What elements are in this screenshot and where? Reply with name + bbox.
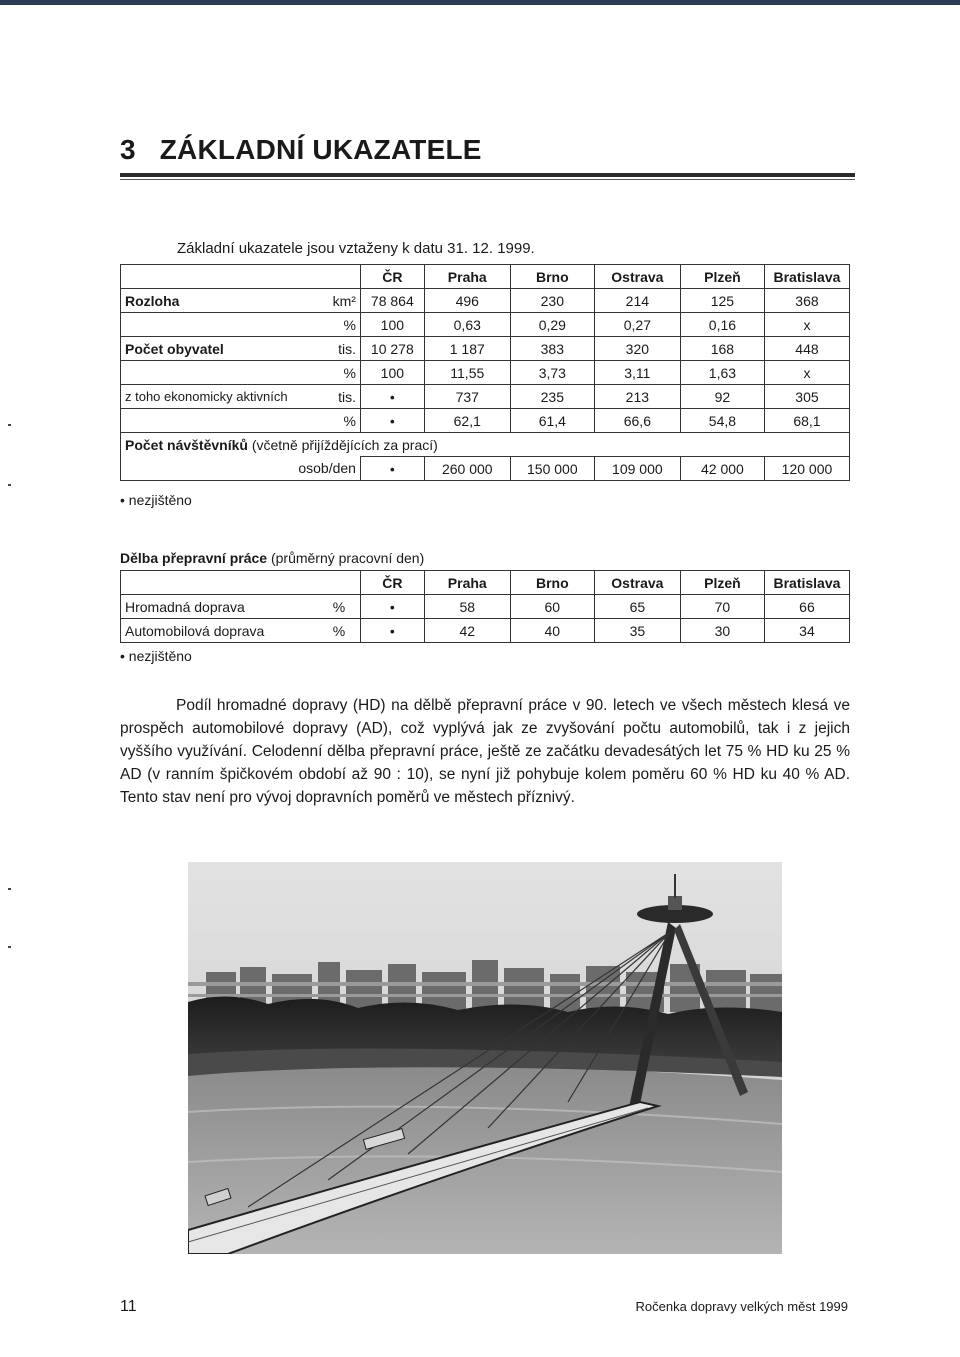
table-header-row	[121, 571, 850, 595]
visitors-label: Počet návštěvníků	[125, 436, 248, 453]
table-cell: 383	[510, 337, 594, 361]
page-number: 11	[120, 1298, 137, 1315]
table-cell: •	[360, 457, 424, 481]
table-cell: 62,1	[424, 409, 510, 433]
table-cell: x	[764, 361, 849, 385]
table-cell: 92	[680, 385, 764, 409]
column-header: Praha	[424, 265, 510, 289]
column-header: Brno	[510, 571, 594, 595]
table-cell: 0,63	[424, 313, 510, 337]
row-unit: %	[318, 595, 361, 619]
column-header: Ostrava	[594, 265, 680, 289]
basic-indicators-table	[120, 264, 850, 481]
row-label	[121, 409, 318, 433]
title-rule	[120, 173, 855, 177]
table-row	[121, 337, 850, 361]
visitors-label-row	[121, 433, 850, 457]
table-cell: 150 000	[510, 457, 594, 481]
row-label: Hromadná doprava	[121, 595, 318, 619]
table-cell: 35	[594, 619, 680, 643]
column-header: ČR	[360, 265, 424, 289]
table-cell: 0,29	[510, 313, 594, 337]
row-unit: %	[318, 313, 361, 337]
scan-mark	[8, 424, 11, 426]
row-label: z toho ekonomicky aktivních	[121, 385, 318, 409]
row-label: Počet obyvatel	[121, 337, 318, 361]
table-cell: 58	[424, 595, 510, 619]
table-cell: 0,16	[680, 313, 764, 337]
table-cell: •	[360, 619, 424, 643]
table-cell: 78 864	[360, 289, 424, 313]
column-header: Plzeň	[680, 571, 764, 595]
table-row	[121, 457, 850, 481]
table-cell: 320	[594, 337, 680, 361]
table-cell: x	[764, 313, 849, 337]
table-header-row	[121, 265, 850, 289]
table-cell: 448	[764, 337, 849, 361]
table-row	[121, 289, 850, 313]
section-title	[120, 550, 424, 566]
table-row	[121, 619, 850, 643]
table-cell: 11,55	[424, 361, 510, 385]
table-cell: 120 000	[764, 457, 849, 481]
table-cell: 260 000	[424, 457, 510, 481]
table-cell: 60	[510, 595, 594, 619]
bridge-photo	[188, 862, 782, 1254]
table-cell: 42	[424, 619, 510, 643]
publication-name: Ročenka dopravy velkých měst 1999	[635, 1299, 848, 1314]
row-unit: tis.	[318, 385, 361, 409]
intro-text: Základní ukazatele jsou vztaženy k datu 31. 12. 1999.	[177, 240, 535, 257]
column-header: Brno	[510, 265, 594, 289]
table-cell: 3,11	[594, 361, 680, 385]
row-label	[121, 313, 318, 337]
table-cell: 70	[680, 595, 764, 619]
table-row	[121, 313, 850, 337]
section-title-detail: (průměrný pracovní den)	[267, 550, 425, 566]
table-cell: •	[360, 385, 424, 409]
table-cell: 214	[594, 289, 680, 313]
row-unit: %	[318, 361, 361, 385]
table-cell: 0,27	[594, 313, 680, 337]
table-cell: 230	[510, 289, 594, 313]
table-cell: •	[360, 409, 424, 433]
table-cell: 61,4	[510, 409, 594, 433]
table-cell: 737	[424, 385, 510, 409]
table-cell: 66	[764, 595, 849, 619]
row-unit: %	[318, 619, 361, 643]
table-cell: 30	[680, 619, 764, 643]
table-cell: 496	[424, 289, 510, 313]
scan-mark	[8, 484, 11, 486]
row-unit: %	[318, 409, 361, 433]
table-cell: 100	[360, 313, 424, 337]
table-cell: •	[360, 595, 424, 619]
table-row	[121, 595, 850, 619]
column-header: Bratislava	[764, 571, 849, 595]
top-edge-bar	[0, 0, 960, 5]
table-cell: 68,1	[764, 409, 849, 433]
table-row	[121, 409, 850, 433]
body-paragraph: Podíl hromadné dopravy (HD) na dělbě přepravní práce v 90. letech ve všech městech klesá ve prospěch automobilové dopravy (AD), což vyplývá jak ze zvyšování počtu automobilů, tak i z jejich vyššího využívání. Celodenní dělba přepravní práce, ještě ze začátku devadesátých let 75 % HD ku 25 % AD (v ranním špičkovém období až 90 : 10), se nyní již pohybuje kolem poměru 60 % HD ku 40 % AD. Tento stav není pro vývoj dopravních poměrů ve městech příznivý.	[120, 697, 850, 806]
row-label: Rozloha	[121, 289, 318, 313]
row-unit: tis.	[318, 337, 361, 361]
table-footnote: • nezjištěno	[120, 648, 192, 664]
visitors-label-detail: (včetně přijíždějících za prací)	[247, 436, 438, 453]
table-row	[121, 385, 850, 409]
title-rule-thin	[120, 179, 855, 180]
column-header: ČR	[360, 571, 424, 595]
table-cell: 100	[360, 361, 424, 385]
modal-split-table	[120, 570, 850, 643]
table-cell: 42 000	[680, 457, 764, 481]
row-unit: osob/den	[121, 457, 361, 481]
column-header: Bratislava	[764, 265, 849, 289]
table-cell: 168	[680, 337, 764, 361]
chapter-number: 3	[120, 134, 136, 165]
table-cell: 305	[764, 385, 849, 409]
scan-mark	[8, 888, 11, 890]
chapter-title: ZÁKLADNÍ UKAZATELE	[159, 134, 482, 165]
row-unit: km²	[318, 289, 361, 313]
row-label: Automobilová doprava	[121, 619, 318, 643]
section-title-bold: Dělba přepravní práce	[120, 550, 268, 566]
table-cell: 109 000	[594, 457, 680, 481]
table-cell: 66,6	[594, 409, 680, 433]
table-cell: 65	[594, 595, 680, 619]
bridge-photo-drawing	[188, 862, 782, 1254]
table-cell: 1 187	[424, 337, 510, 361]
table-cell: 54,8	[680, 409, 764, 433]
table-cell: 125	[680, 289, 764, 313]
table-cell: 1,63	[680, 361, 764, 385]
column-header: Ostrava	[594, 571, 680, 595]
page-title	[120, 134, 482, 166]
table-cell: 368	[764, 289, 849, 313]
scan-mark	[8, 946, 11, 948]
table-cell: 3,73	[510, 361, 594, 385]
table-cell: 34	[764, 619, 849, 643]
column-header: Plzeň	[680, 265, 764, 289]
table-cell: 40	[510, 619, 594, 643]
row-label	[121, 361, 318, 385]
table-cell: 10 278	[360, 337, 424, 361]
table-row	[121, 361, 850, 385]
column-header: Praha	[424, 571, 510, 595]
table-footnote: • nezjištěno	[120, 492, 192, 508]
table-cell: 213	[594, 385, 680, 409]
table-cell: 235	[510, 385, 594, 409]
